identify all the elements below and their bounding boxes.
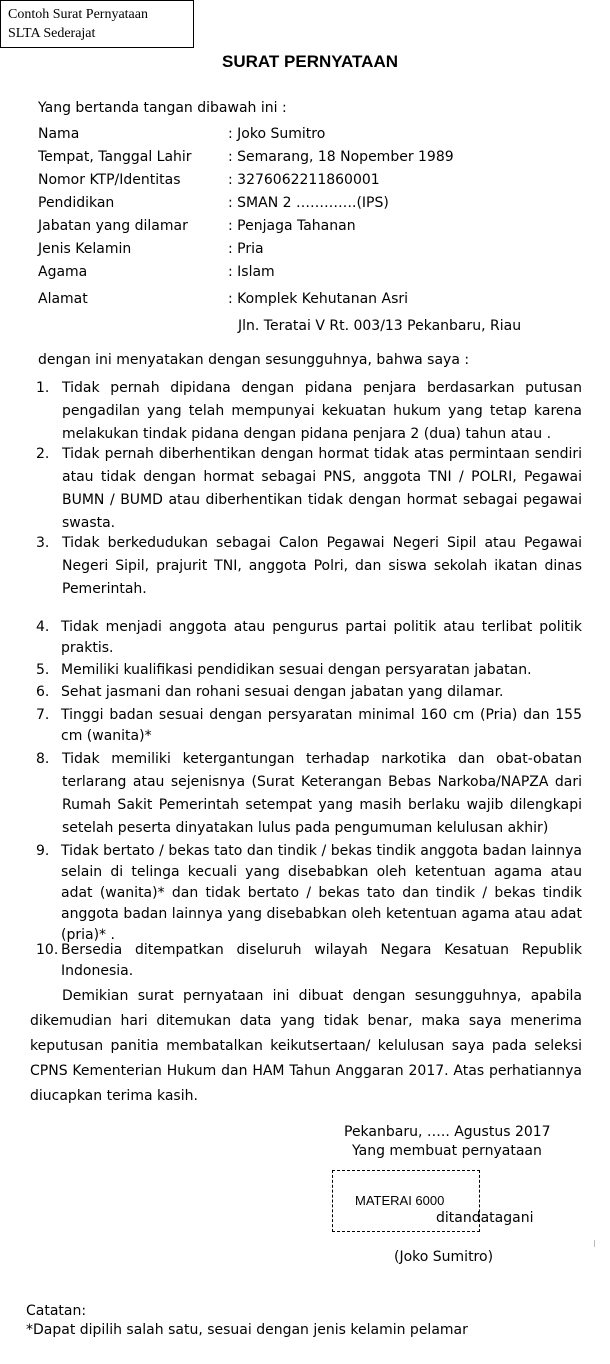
document-type-label (0, 0, 194, 48)
document-type-line2: SLTA Sederajat (8, 26, 96, 41)
place-date: Pekanbaru, ….. Agustus 2017 (344, 1124, 551, 1140)
field-label-jabatan: Jabatan yang dilamar (38, 218, 188, 234)
item-number: 9. (36, 843, 50, 859)
item-text: Tidak berkedudukan sebagai Calon Pegawai Negeri Sipil atau Pegawai Negeri Sipil, prajurit TNI, anggota Polri, dan siswa sekolah ikatan dinas Pemerintah. (62, 535, 582, 597)
closing-paragraph: Demikian surat pernyataan ini dibuat dengan sesungguhnya, apabila dikemudian hari ditemukan data yang tidak benar, maka saya menerima keputusan panitia membatalkan keikutsertaan/ kelulusan saya pada seleksi CPNS Kementerian Hukum dan HAM Tahun Anggaran 2017. Atas perhatiannya diucapkan terima kasih. (30, 988, 582, 1104)
item-number: 8. (36, 751, 50, 767)
field-label-ktp: Nomor KTP/Identitas (38, 172, 181, 188)
item-text: Sehat jasmani dan rohani sesuai dengan jabatan yang dilamar. (61, 684, 504, 700)
statement-item-1 (36, 377, 582, 446)
note-text: *Dapat dipilih salah satu, sesuai dengan jenis kelamin pelamar (26, 1322, 468, 1338)
field-value-alamat: : Komplek Kehutanan Asri (228, 291, 409, 307)
statement-item-6 (36, 682, 582, 703)
statement-item-4 (36, 617, 582, 659)
margin-mark (594, 1240, 595, 1247)
field-value-jabatan: : Penjaga Tahanan (228, 218, 356, 234)
item-number: 5. (36, 662, 50, 678)
field-label-pendidikan: Pendidikan (38, 195, 115, 211)
item-number: 7. (36, 707, 50, 723)
item-text: Bersedia ditempatkan diseluruh wilayah Negara Kesatuan Republik Indonesia. (61, 942, 582, 979)
maker-label: Yang membuat pernyataan (352, 1143, 542, 1159)
field-label-ttl: Tempat, Tanggal Lahir (38, 149, 192, 165)
field-value-ktp: : 3276062211860001 (228, 172, 380, 188)
statement-item-3 (36, 532, 582, 601)
item-text: Tidak memiliki ketergantungan terhadap narkotika dan obat-obatan terlarang atau sejenisnya (Surat Keterangan Bebas Narkoba/NAPZA dari Rumah Sakit Pemerintah setempat yang masih berlaku wajib dilengkapi setelah peserta dinyatakan lulus pada pengumuman kelulusan akhir) (62, 751, 582, 836)
item-text: Tidak menjadi anggota atau pengurus partai politik atau terlibat politik praktis. (61, 619, 582, 656)
signed-note: ditandatagani (436, 1210, 534, 1226)
document-title: SURAT PERNYATAAN (222, 52, 398, 71)
item-text: Tinggi badan sesuai dengan persyaratan minimal 160 cm (Pria) dan 155 cm (wanita)* (61, 707, 582, 744)
intro-text: Yang bertanda tangan dibawah ini : (38, 100, 287, 116)
item-number: 3. (36, 535, 50, 551)
field-value-nama: : Joko Sumitro (228, 126, 326, 142)
item-text: Tidak pernah diberhentikan dengan hormat tidak atas permintaan sendiri atau tidak dengan hormat sebagai PNS, anggota TNI / POLRI, Pegawai BUMN / BUMD atau diberhentikan tidak dengan hormat sebagai pegawai swasta. (62, 446, 582, 531)
statement-item-10 (36, 940, 582, 982)
item-number: 10. (36, 942, 59, 958)
field-label-alamat: Alamat (38, 291, 88, 307)
signer-name: (Joko Sumitro) (394, 1249, 494, 1265)
field-value-agama: : Islam (228, 264, 275, 280)
field-label-nama: Nama (38, 126, 80, 142)
field-value-alamat-line2: Jln. Teratai V Rt. 003/13 Pekanbaru, Riau (238, 318, 522, 334)
statement-item-9 (36, 841, 582, 946)
statement-intro: dengan ini menyatakan dengan sesungguhnya, bahwa saya : (38, 352, 470, 368)
field-value-ttl: : Semarang, 18 Nopember 1989 (228, 149, 454, 165)
item-text: Tidak bertato / bekas tato dan tindik / bekas tindik anggota badan lainnya selain di telinga kecuali yang disebabkan oleh ketentuan agama atau adat (wanita)* dan tidak bertato / bekas tato dan tindik / bekas tindik anggota badan lainnya yang disebabkan oleh ketentuan agama atau adat (pria)* . (61, 843, 582, 943)
stamp-text: MATERAI 6000 (355, 1193, 445, 1208)
item-text: Tidak pernah dipidana dengan pidana penjara berdasarkan putusan pengadilan yang telah mempunyai kekuatan hukum yang tetap karena melakukan tindak pidana dengan pidana penjara 2 (dua) tahun atau . (62, 380, 582, 442)
field-value-pendidikan: : SMAN 2 ………….(IPS) (228, 195, 389, 211)
document-type-line1: Contoh Surat Pernyataan (8, 7, 148, 22)
statement-item-2 (36, 443, 582, 535)
item-number: 4. (36, 619, 50, 635)
field-value-jenis-kelamin: : Pria (228, 241, 264, 257)
item-number: 6. (36, 684, 50, 700)
field-label-agama: Agama (38, 264, 88, 280)
field-label-jenis-kelamin: Jenis Kelamin (38, 241, 132, 257)
item-text: Memiliki kualifikasi pendidikan sesuai dengan persyaratan jabatan. (61, 662, 532, 678)
item-number: 1. (36, 380, 50, 396)
item-number: 2. (36, 446, 50, 462)
note-title: Catatan: (26, 1303, 87, 1319)
statement-item-8 (36, 748, 582, 840)
statement-item-7 (36, 705, 582, 747)
statement-item-5 (36, 660, 582, 681)
